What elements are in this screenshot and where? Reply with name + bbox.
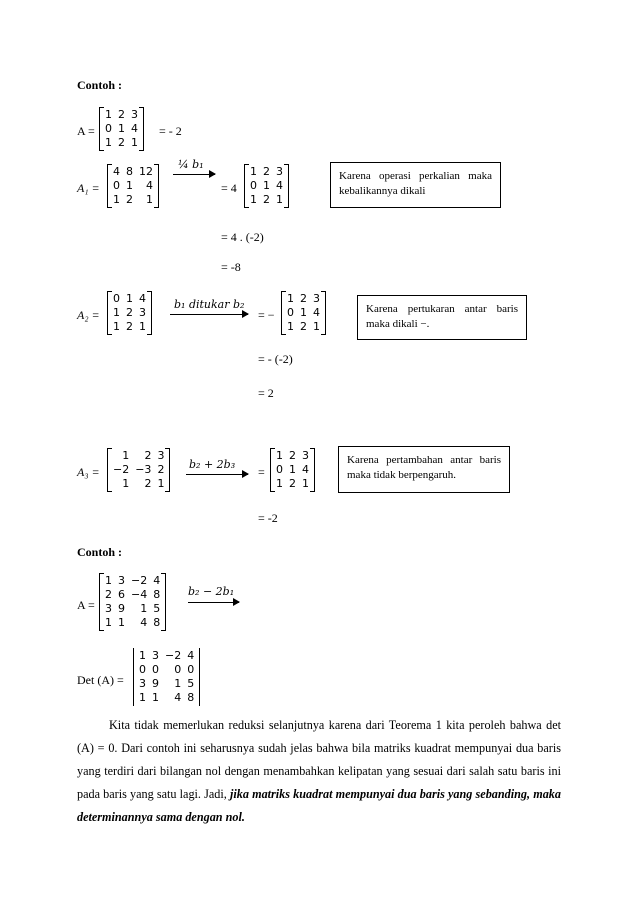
a1-equals: = 4 bbox=[221, 181, 237, 195]
matrix-a2-label: A₂ = bbox=[77, 308, 100, 322]
arrow-icon bbox=[173, 174, 215, 175]
matrix-cell: 3 bbox=[131, 108, 138, 121]
matrix-cell: 1 bbox=[139, 649, 146, 662]
matrix-cell: −2 bbox=[113, 463, 130, 476]
matrix-cell: 1 bbox=[105, 616, 112, 629]
matrix-cell: 4 bbox=[139, 292, 146, 305]
operation-a2: b₁ ditukar b₂ bbox=[174, 298, 245, 311]
det-label: Det (A) = bbox=[77, 673, 124, 687]
matrix-cell: 1 bbox=[276, 193, 283, 206]
matrix-cell: 2 bbox=[289, 449, 296, 462]
matrix-cell: 1 bbox=[118, 122, 125, 135]
a1-step-2: = -8 bbox=[221, 260, 241, 274]
matrix-cell: 1 bbox=[250, 193, 257, 206]
matrix-a2-result bbox=[281, 291, 326, 335]
matrix-cell: 1 bbox=[263, 179, 270, 192]
a2-step-1: = - (-2) bbox=[258, 352, 293, 366]
matrix-cell: 0 bbox=[187, 663, 195, 676]
matrix-cell: 0 bbox=[113, 179, 120, 192]
matrix-cell: 4 bbox=[113, 165, 120, 178]
matrix-cell: 2 bbox=[126, 320, 133, 333]
matrix-cell: 2 bbox=[263, 193, 270, 206]
matrix-cell: 4 bbox=[131, 122, 138, 135]
matrix-cell: 1 bbox=[174, 677, 182, 690]
matrix-cell: 1 bbox=[122, 449, 130, 462]
matrix-cell: 1 bbox=[140, 602, 148, 615]
arrow-icon bbox=[170, 314, 248, 315]
matrix-cell: 4 bbox=[140, 616, 148, 629]
matrix-cell: 3 bbox=[157, 449, 165, 462]
matrix-cell: 0 bbox=[276, 463, 283, 476]
matrix-cell: 2 bbox=[289, 477, 296, 490]
matrix-a2 bbox=[107, 291, 152, 335]
matrix-cell: 3 bbox=[152, 649, 159, 662]
matrix-cell: 0 bbox=[287, 306, 294, 319]
matrix-cell: 1 bbox=[113, 306, 120, 319]
matrix-cell: −2 bbox=[131, 574, 148, 587]
matrix-cell: −3 bbox=[135, 463, 152, 476]
matrix-cell: 1 bbox=[105, 574, 112, 587]
matrix-cell: 6 bbox=[118, 588, 125, 601]
note-box-a2: Karena pertukaran antar baris maka dikali −. bbox=[357, 295, 527, 340]
matrix-cell: 2 bbox=[126, 306, 133, 319]
matrix-cell: −4 bbox=[131, 588, 148, 601]
matrix-cell: 0 bbox=[152, 663, 159, 676]
matrix-cell: 2 bbox=[263, 165, 270, 178]
matrix-cell: 2 bbox=[300, 292, 307, 305]
matrix-cell: 1 bbox=[131, 136, 138, 149]
matrix-cell: 8 bbox=[187, 691, 195, 704]
matrix-cell: 4 bbox=[313, 306, 320, 319]
matrix-cell: 4 bbox=[174, 691, 182, 704]
matrix-cell: 9 bbox=[152, 677, 159, 690]
matrix-cell: 2 bbox=[157, 463, 165, 476]
explanation-paragraph bbox=[77, 714, 561, 829]
matrix-a3-result bbox=[270, 448, 315, 492]
matrix-cell: 5 bbox=[187, 677, 195, 690]
matrix-cell: 1 bbox=[287, 292, 294, 305]
matrix-cell: 1 bbox=[113, 320, 120, 333]
matrix-cell: 2 bbox=[144, 477, 152, 490]
matrix-cell: 1 bbox=[276, 449, 283, 462]
matrix-a bbox=[99, 107, 144, 151]
matrix-a1-label: A₁ = bbox=[77, 181, 100, 195]
matrix-cell: 1 bbox=[152, 691, 159, 704]
matrix-cell: 8 bbox=[153, 616, 161, 629]
matrix-cell: 1 bbox=[289, 463, 296, 476]
matrix-cell: 1 bbox=[300, 306, 307, 319]
a1-step-1: = 4 . (-2) bbox=[221, 230, 264, 244]
example-heading-1: Contoh : bbox=[77, 78, 123, 92]
matrix-cell: 1 bbox=[287, 320, 294, 333]
matrix-cell: 1 bbox=[126, 179, 133, 192]
matrix-a1 bbox=[107, 164, 159, 208]
matrix-cell: 0 bbox=[113, 292, 120, 305]
matrix-cell: 0 bbox=[174, 663, 182, 676]
matrix-cell: 8 bbox=[126, 165, 133, 178]
matrix-cell: 8 bbox=[153, 588, 161, 601]
matrix-a-determinant: = - 2 bbox=[159, 124, 182, 138]
matrix-a1-result bbox=[244, 164, 289, 208]
matrix-cell: 12 bbox=[139, 165, 153, 178]
matrix-cell: 1 bbox=[126, 292, 133, 305]
matrix-cell: 4 bbox=[187, 649, 195, 662]
matrix-cell: 5 bbox=[153, 602, 161, 615]
operation-a3: b₂ + 2b₃ bbox=[189, 458, 236, 471]
matrix-cell: 3 bbox=[118, 574, 125, 587]
matrix-cell: 1 bbox=[105, 108, 112, 121]
note-box-a1: Karena operasi perkalian maka kebalikannya dikali bbox=[330, 162, 501, 208]
matrix-cell: 0 bbox=[250, 179, 257, 192]
matrix-cell: 1 bbox=[146, 193, 153, 206]
matrix-cell: 3 bbox=[139, 677, 146, 690]
arrow-icon bbox=[188, 602, 239, 603]
matrix-cell: 3 bbox=[276, 165, 283, 178]
matrix-b-label: A = bbox=[77, 598, 95, 612]
a3-step-1: = -2 bbox=[258, 511, 278, 525]
note-box-a3: Karena pertambahan antar baris maka tidak berpengaruh. bbox=[338, 446, 510, 493]
matrix-cell: 1 bbox=[139, 691, 146, 704]
matrix-cell: 4 bbox=[302, 463, 309, 476]
matrix-a3-label: A₃ = bbox=[77, 465, 100, 479]
matrix-a-label: A = bbox=[77, 124, 95, 138]
operation-a1: ¼ b₁ bbox=[178, 158, 204, 171]
matrix-cell: 2 bbox=[105, 588, 112, 601]
matrix-cell: 1 bbox=[302, 477, 309, 490]
matrix-cell: 1 bbox=[157, 477, 165, 490]
matrix-cell: 3 bbox=[139, 306, 146, 319]
det-matrix bbox=[133, 648, 200, 706]
matrix-cell: 0 bbox=[139, 663, 146, 676]
operation-b: b₂ − 2b₁ bbox=[188, 585, 235, 598]
matrix-cell: 1 bbox=[313, 320, 320, 333]
matrix-cell: 3 bbox=[302, 449, 309, 462]
matrix-a3 bbox=[107, 448, 170, 492]
matrix-cell: 2 bbox=[126, 193, 133, 206]
example-heading-2: Contoh : bbox=[77, 545, 123, 559]
matrix-cell: 1 bbox=[105, 136, 112, 149]
paragraph-emphasis: jika matriks kuadrat mempunyai dua baris yang sebanding, maka determinannya sama dengan nol. bbox=[77, 787, 561, 824]
matrix-cell: 4 bbox=[153, 574, 161, 587]
a3-equals: = bbox=[258, 465, 265, 479]
matrix-cell: 9 bbox=[118, 602, 125, 615]
paragraph-text: Kita tidak memerlukan reduksi selanjutnya karena dari Teorema 1 kita peroleh bahwa det (A) = 0. Dari contoh ini seharusnya sudah jelas bahwa bila matriks kuadrat mempunyai dua baris yang terdiri dari bilangan nol dengan menambahkan kelipatan yang sesuai dari salah satu baris ini pada baris yang satu lagi. Jadi, bbox=[77, 718, 561, 801]
matrix-cell: 4 bbox=[146, 179, 153, 192]
a2-step-2: = 2 bbox=[258, 386, 274, 400]
matrix-cell: 1 bbox=[139, 320, 146, 333]
matrix-cell: 0 bbox=[105, 122, 112, 135]
matrix-cell: 1 bbox=[118, 616, 125, 629]
arrow-icon bbox=[186, 474, 248, 475]
matrix-cell: 2 bbox=[118, 136, 125, 149]
matrix-b bbox=[99, 573, 166, 631]
a2-equals: = − bbox=[258, 308, 275, 322]
matrix-cell: 2 bbox=[118, 108, 125, 121]
matrix-cell: 1 bbox=[122, 477, 130, 490]
matrix-cell: 1 bbox=[276, 477, 283, 490]
matrix-cell: 1 bbox=[113, 193, 120, 206]
matrix-cell: 2 bbox=[144, 449, 152, 462]
matrix-cell: 1 bbox=[250, 165, 257, 178]
matrix-cell: 2 bbox=[300, 320, 307, 333]
matrix-cell: −2 bbox=[165, 649, 182, 662]
matrix-cell: 4 bbox=[276, 179, 283, 192]
matrix-cell: 3 bbox=[313, 292, 320, 305]
matrix-cell: 3 bbox=[105, 602, 112, 615]
